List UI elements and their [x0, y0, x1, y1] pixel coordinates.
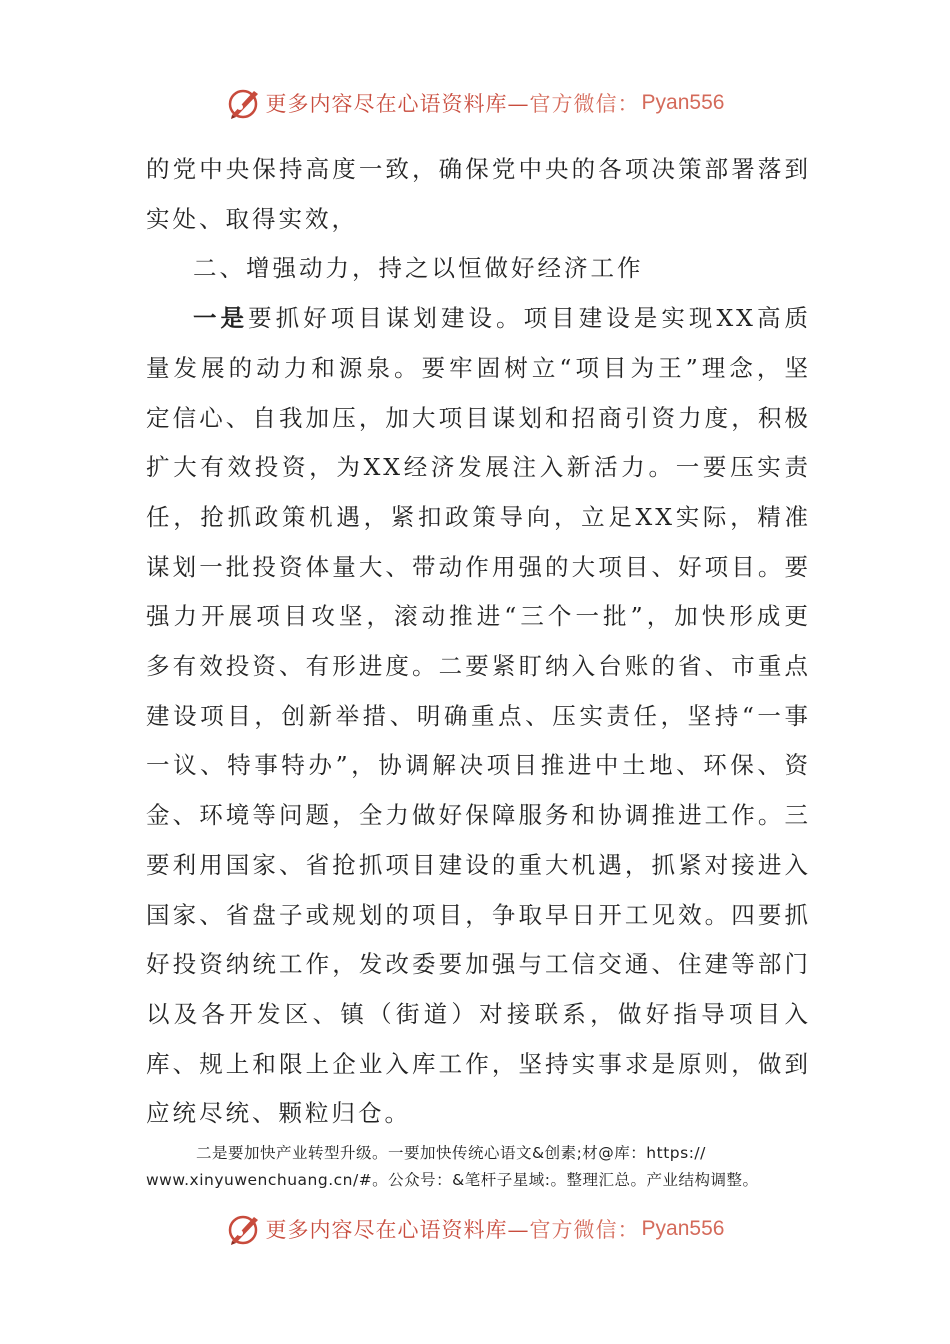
- header-banner: [0, 78, 950, 128]
- banner-text: 更多内容尽在心语资料库—: [265, 1218, 530, 1242]
- paragraph-continuation: 的党中央保持高度一致，确保党中央的各项决策部署落到实处、取得实效，: [146, 155, 811, 233]
- paragraph-lead: 一是: [193, 304, 249, 333]
- paragraph-body: 要抓好项目谋划建设。项目建设是实现XX高质量发展的动力和源泉。要牢固树立“项目为王”理念，坚定信心、自我加压，加大项目谋划和招商引资力度，积极扩大有效投资，为XX经济发展注入新活力。一要压实责任，抢抓政策机遇，紧扣政策导向，立足XX实际，精准谋划一批投资体量大、带动作用强的大项目、好项目。要强力开展项目攻坚，滚动推进“三个一批”，加快形成更多有效投资、有形进度。二要紧盯纳入台账的省、市重点建设项目，创新举措、明确重点、压实责任，坚持“一事一议、特事特办”，协调解决项目推进中土地、环保、资金、环境等问题，全力做好保障服务和协调推进工作。三要利用国家、省抢抓项目建设的重大机遇，抓紧对接进入国家、省盘子或规划的项目，争取早日开工见效。四要抓好投资纳统工作，发改委要加强与工信交通、住建等部门以及各开发区、镇（街道）对接联系，做好指导项目入库、规上和限上企业入库工作，坚持实事求是原则，做到应统尽统、颗粒归仓。: [146, 304, 812, 1128]
- footer-line-1: 二是要加快产业转型升级。一要加快传统心语文&创素;材@库：https://: [196, 1144, 706, 1162]
- banner-wechat-label: 官方微信：: [529, 92, 640, 116]
- pen-logo-icon: [226, 85, 262, 121]
- pen-logo-icon: [226, 1211, 262, 1247]
- document-body: [146, 145, 811, 1139]
- footer-banner: [0, 1204, 950, 1254]
- footer-line-2: www.xinyuwenchuang.cn/#。公众号：&笔杆子星域:。整理汇总。产业结构调整。: [146, 1171, 759, 1189]
- paragraph-projects: [146, 294, 811, 1139]
- banner-wechat-id: Pyan556: [641, 91, 725, 114]
- banner-wechat-label: 官方微信：: [529, 1218, 640, 1242]
- banner-wechat-id: Pyan556: [641, 1217, 725, 1240]
- banner-text: 更多内容尽在心语资料库—: [265, 92, 530, 116]
- footer-note: [146, 1140, 826, 1194]
- section-heading: 二、增强动力，持之以恒做好经济工作: [193, 254, 644, 283]
